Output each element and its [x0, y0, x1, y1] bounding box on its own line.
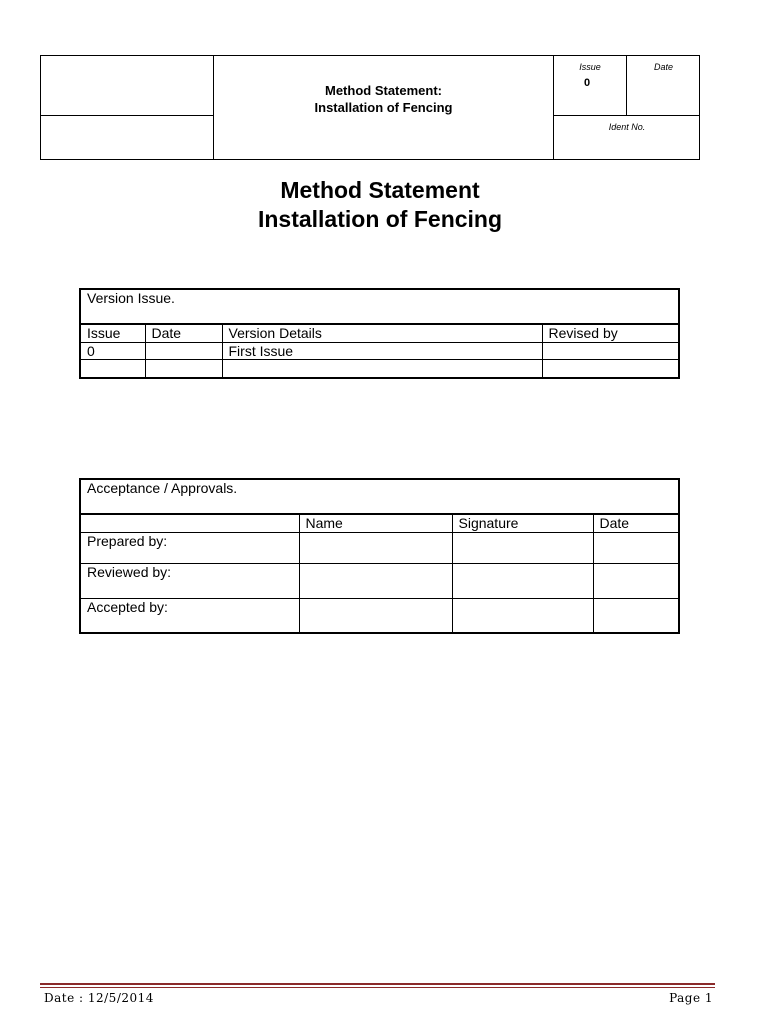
header-ident-label: Ident No. [608, 122, 646, 132]
footer-rule [40, 983, 715, 985]
table-cell [593, 599, 678, 632]
column-header: Version Details [222, 324, 542, 343]
row-label: Reviewed by: [81, 564, 299, 599]
table-cell [299, 599, 452, 632]
table-cell: First Issue [222, 343, 542, 360]
table-cell [542, 343, 678, 360]
table-cell [593, 533, 678, 564]
table-cell [145, 343, 222, 360]
column-header: Date [145, 324, 222, 343]
footer-rule [40, 987, 715, 988]
footer-page-number: Page 1 [669, 991, 713, 1005]
page-title-line2: Installation of Fencing [257, 206, 503, 232]
footer-date: Date : 12/5/2014 [44, 991, 154, 1005]
version-issue-table [79, 288, 680, 379]
header-title-line2: Installation of Fencing [314, 100, 453, 115]
table-row [81, 599, 678, 632]
table-cell [299, 533, 452, 564]
column-header: Revised by [542, 324, 678, 343]
header-issue-value: 0 [584, 77, 591, 89]
column-header [81, 514, 299, 533]
table-row [81, 564, 678, 599]
table-cell [452, 564, 593, 599]
table-header-row [81, 514, 678, 533]
page-title-line1: Method Statement [280, 177, 480, 203]
table-row [81, 533, 678, 564]
header-divider [553, 115, 699, 116]
table-cell [222, 360, 542, 377]
column-header: Date [593, 514, 678, 533]
approvals-table-caption: Acceptance / Approvals. [81, 480, 678, 514]
table-header-row [81, 324, 678, 343]
version-table-caption: Version Issue. [81, 290, 678, 324]
table-row [81, 343, 678, 360]
table-cell: 0 [81, 343, 145, 360]
row-label: Accepted by: [81, 599, 299, 632]
table-cell [593, 564, 678, 599]
approvals-table [79, 478, 680, 634]
table-cell [299, 564, 452, 599]
column-header: Signature [452, 514, 593, 533]
header-title [214, 82, 553, 116]
row-label: Prepared by: [81, 533, 299, 564]
header-issue-label: Issue [579, 62, 601, 72]
header-divider [41, 115, 213, 116]
table-cell [542, 360, 678, 377]
table-row [81, 360, 678, 377]
column-header: Issue [81, 324, 145, 343]
table-cell [145, 360, 222, 377]
document-header-block [40, 55, 700, 160]
column-header: Name [299, 514, 452, 533]
header-title-line1: Method Statement: [325, 83, 442, 98]
table-cell [452, 533, 593, 564]
header-date-label: Date [653, 62, 673, 72]
page-title [0, 176, 760, 234]
table-cell [452, 599, 593, 632]
table-cell [81, 360, 145, 377]
